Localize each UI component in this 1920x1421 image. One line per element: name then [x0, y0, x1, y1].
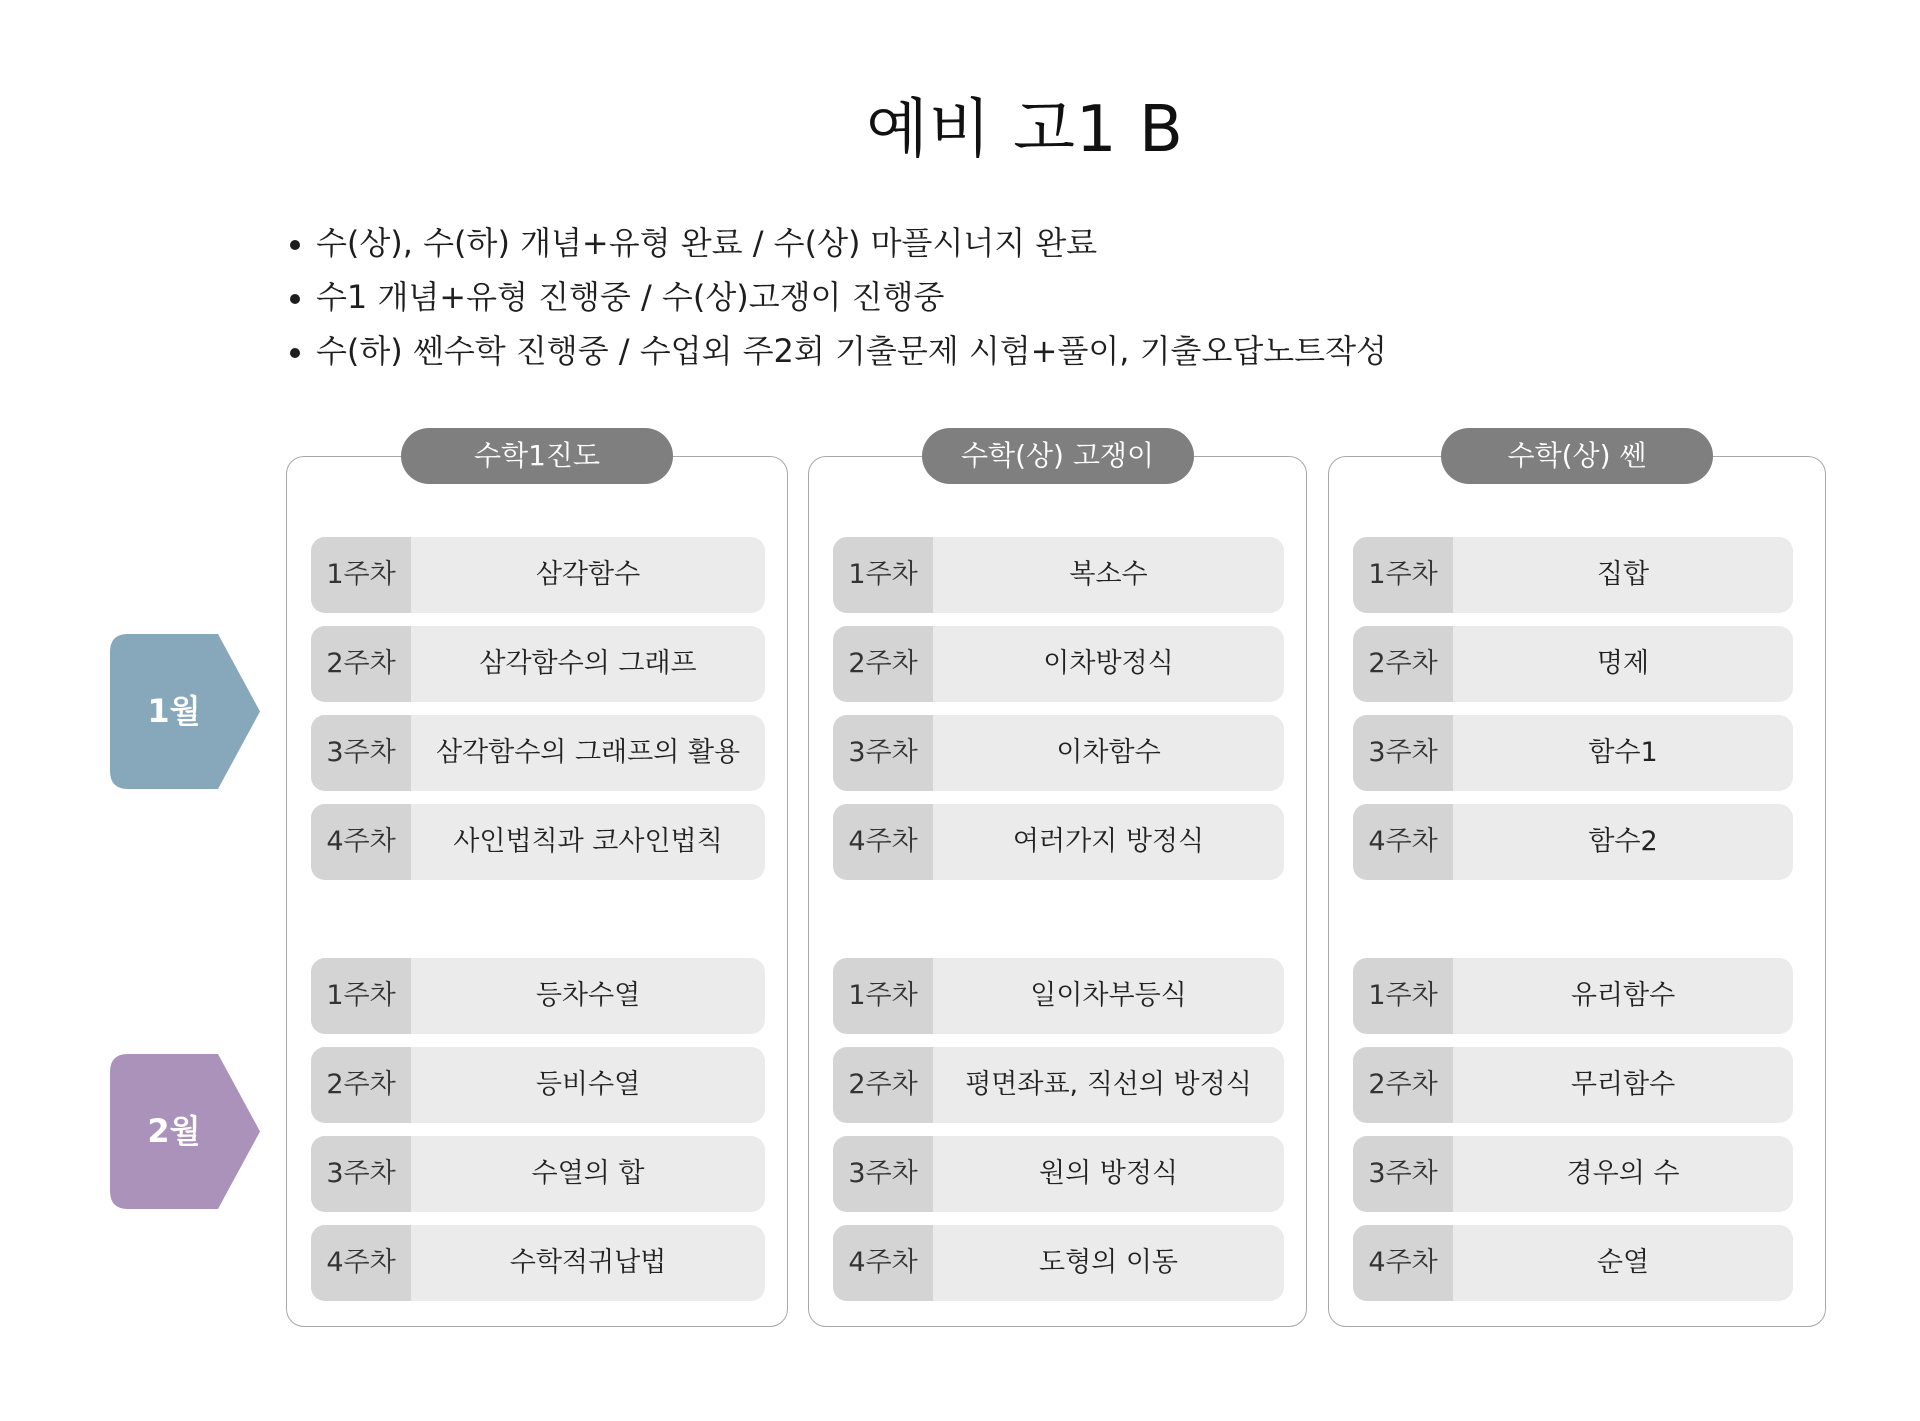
- topic-label: 복소수: [1069, 559, 1148, 590]
- summary-item: [290, 324, 1387, 378]
- summary-text: 수1 개념+유형 진행중 / 수(상)고쟁이 진행중: [316, 278, 945, 316]
- schedule-row: [311, 1225, 765, 1301]
- week-label: 2주차: [833, 1047, 933, 1123]
- schedule-row: [833, 1047, 1284, 1123]
- week-label: 1주차: [833, 958, 933, 1034]
- week-label: 3주차: [311, 1136, 411, 1212]
- schedule-row: [833, 1225, 1284, 1301]
- month-label-january: [110, 634, 260, 789]
- topic-label: 사인법칙과 코사인법칙: [453, 826, 723, 857]
- week-label: 3주차: [833, 715, 933, 791]
- topic-label: 명제: [1596, 648, 1650, 679]
- week-label: 1주차: [1353, 958, 1453, 1034]
- schedule-row: [311, 537, 765, 613]
- summary-list: [290, 216, 1387, 378]
- schedule-row: [311, 804, 765, 880]
- topic-label: 여러가지 방정식: [1012, 826, 1205, 857]
- schedule-row: [1353, 1136, 1793, 1212]
- week-label: 2주차: [311, 626, 411, 702]
- summary-item: [290, 216, 1387, 270]
- week-label: 2주차: [311, 1047, 411, 1123]
- week-label: 2주차: [1353, 1047, 1453, 1123]
- topic-label: 등차수열: [535, 980, 641, 1011]
- week-label: 4주차: [311, 804, 411, 880]
- topic-label: 원의 방정식: [1039, 1158, 1178, 1189]
- topic-label: 집합: [1596, 559, 1650, 590]
- week-label: 2주차: [1353, 626, 1453, 702]
- topic-label: 일이차부등식: [1030, 980, 1187, 1011]
- topic-label: 순열: [1596, 1247, 1650, 1278]
- week-label: 4주차: [1353, 804, 1453, 880]
- schedule-row: [1353, 715, 1793, 791]
- week-label: 3주차: [311, 715, 411, 791]
- summary-text: 수(하) 쎈수학 진행중 / 수업외 주2회 기출문제 시험+풀이, 기출오답노트작성: [316, 332, 1387, 370]
- schedule-row: [1353, 537, 1793, 613]
- bullet-dot-icon: [290, 240, 300, 250]
- schedule-row: [1353, 1225, 1793, 1301]
- week-label: 1주차: [311, 537, 411, 613]
- topic-label: 함수2: [1588, 826, 1658, 857]
- column-header: 수학1진도: [401, 428, 673, 484]
- schedule-row: [311, 958, 765, 1034]
- column-panel-math-sang-gojaengi: [808, 439, 1307, 1327]
- topic-label: 이차방정식: [1043, 648, 1174, 679]
- schedule-row: [311, 715, 765, 791]
- topic-label: 삼각함수의 그래프: [479, 648, 697, 679]
- topic-label: 삼각함수의 그래프의 활용: [435, 737, 741, 768]
- week-label: 1주차: [833, 537, 933, 613]
- topic-label: 평면좌표, 직선의 방정식: [965, 1069, 1252, 1100]
- week-label: 3주차: [1353, 1136, 1453, 1212]
- schedule-row: [1353, 958, 1793, 1034]
- topic-label: 도형의 이동: [1039, 1247, 1178, 1278]
- bullet-dot-icon: [290, 348, 300, 358]
- week-label: 3주차: [1353, 715, 1453, 791]
- column-header: 수학(상) 쎈: [1441, 428, 1713, 484]
- schedule-row: [1353, 804, 1793, 880]
- topic-label: 수학적귀납법: [509, 1247, 667, 1278]
- topic-label: 무리함수: [1570, 1069, 1676, 1100]
- column-panel-math1: [286, 439, 788, 1327]
- schedule-row: [1353, 1047, 1793, 1123]
- topic-label: 유리함수: [1570, 980, 1676, 1011]
- schedule-row: [311, 626, 765, 702]
- column-header: 수학(상) 고쟁이: [922, 428, 1194, 484]
- topic-label: 삼각함수: [535, 559, 641, 590]
- schedule-row: [833, 804, 1284, 880]
- summary-item: [290, 270, 1387, 324]
- week-label: 1주차: [1353, 537, 1453, 613]
- week-label: 4주차: [833, 804, 933, 880]
- schedule-row: [833, 1136, 1284, 1212]
- topic-label: 경우의 수: [1566, 1158, 1680, 1189]
- topic-label: 함수1: [1588, 737, 1658, 768]
- schedule-row: [1353, 626, 1793, 702]
- week-label: 1주차: [311, 958, 411, 1034]
- schedule-row: [833, 715, 1284, 791]
- month-text: 1월: [147, 692, 201, 730]
- topic-label: 수열의 합: [531, 1158, 645, 1189]
- page-title: 예비 고1 B: [866, 93, 1184, 167]
- week-label: 4주차: [1353, 1225, 1453, 1301]
- summary-text: 수(상), 수(하) 개념+유형 완료 / 수(상) 마플시너지 완료: [316, 224, 1098, 262]
- month-label-february: [110, 1054, 260, 1209]
- week-label: 4주차: [311, 1225, 411, 1301]
- week-label: 3주차: [833, 1136, 933, 1212]
- schedule-row: [833, 537, 1284, 613]
- schedule-row: [833, 626, 1284, 702]
- column-panel-math-sang-ssen: [1328, 439, 1826, 1327]
- schedule-row: [311, 1047, 765, 1123]
- bullet-dot-icon: [290, 294, 300, 304]
- topic-label: 등비수열: [535, 1069, 641, 1100]
- week-label: 4주차: [833, 1225, 933, 1301]
- schedule-row: [311, 1136, 765, 1212]
- week-label: 2주차: [833, 626, 933, 702]
- schedule-row: [833, 958, 1284, 1034]
- month-text: 2월: [147, 1112, 201, 1150]
- topic-label: 이차함수: [1056, 737, 1161, 768]
